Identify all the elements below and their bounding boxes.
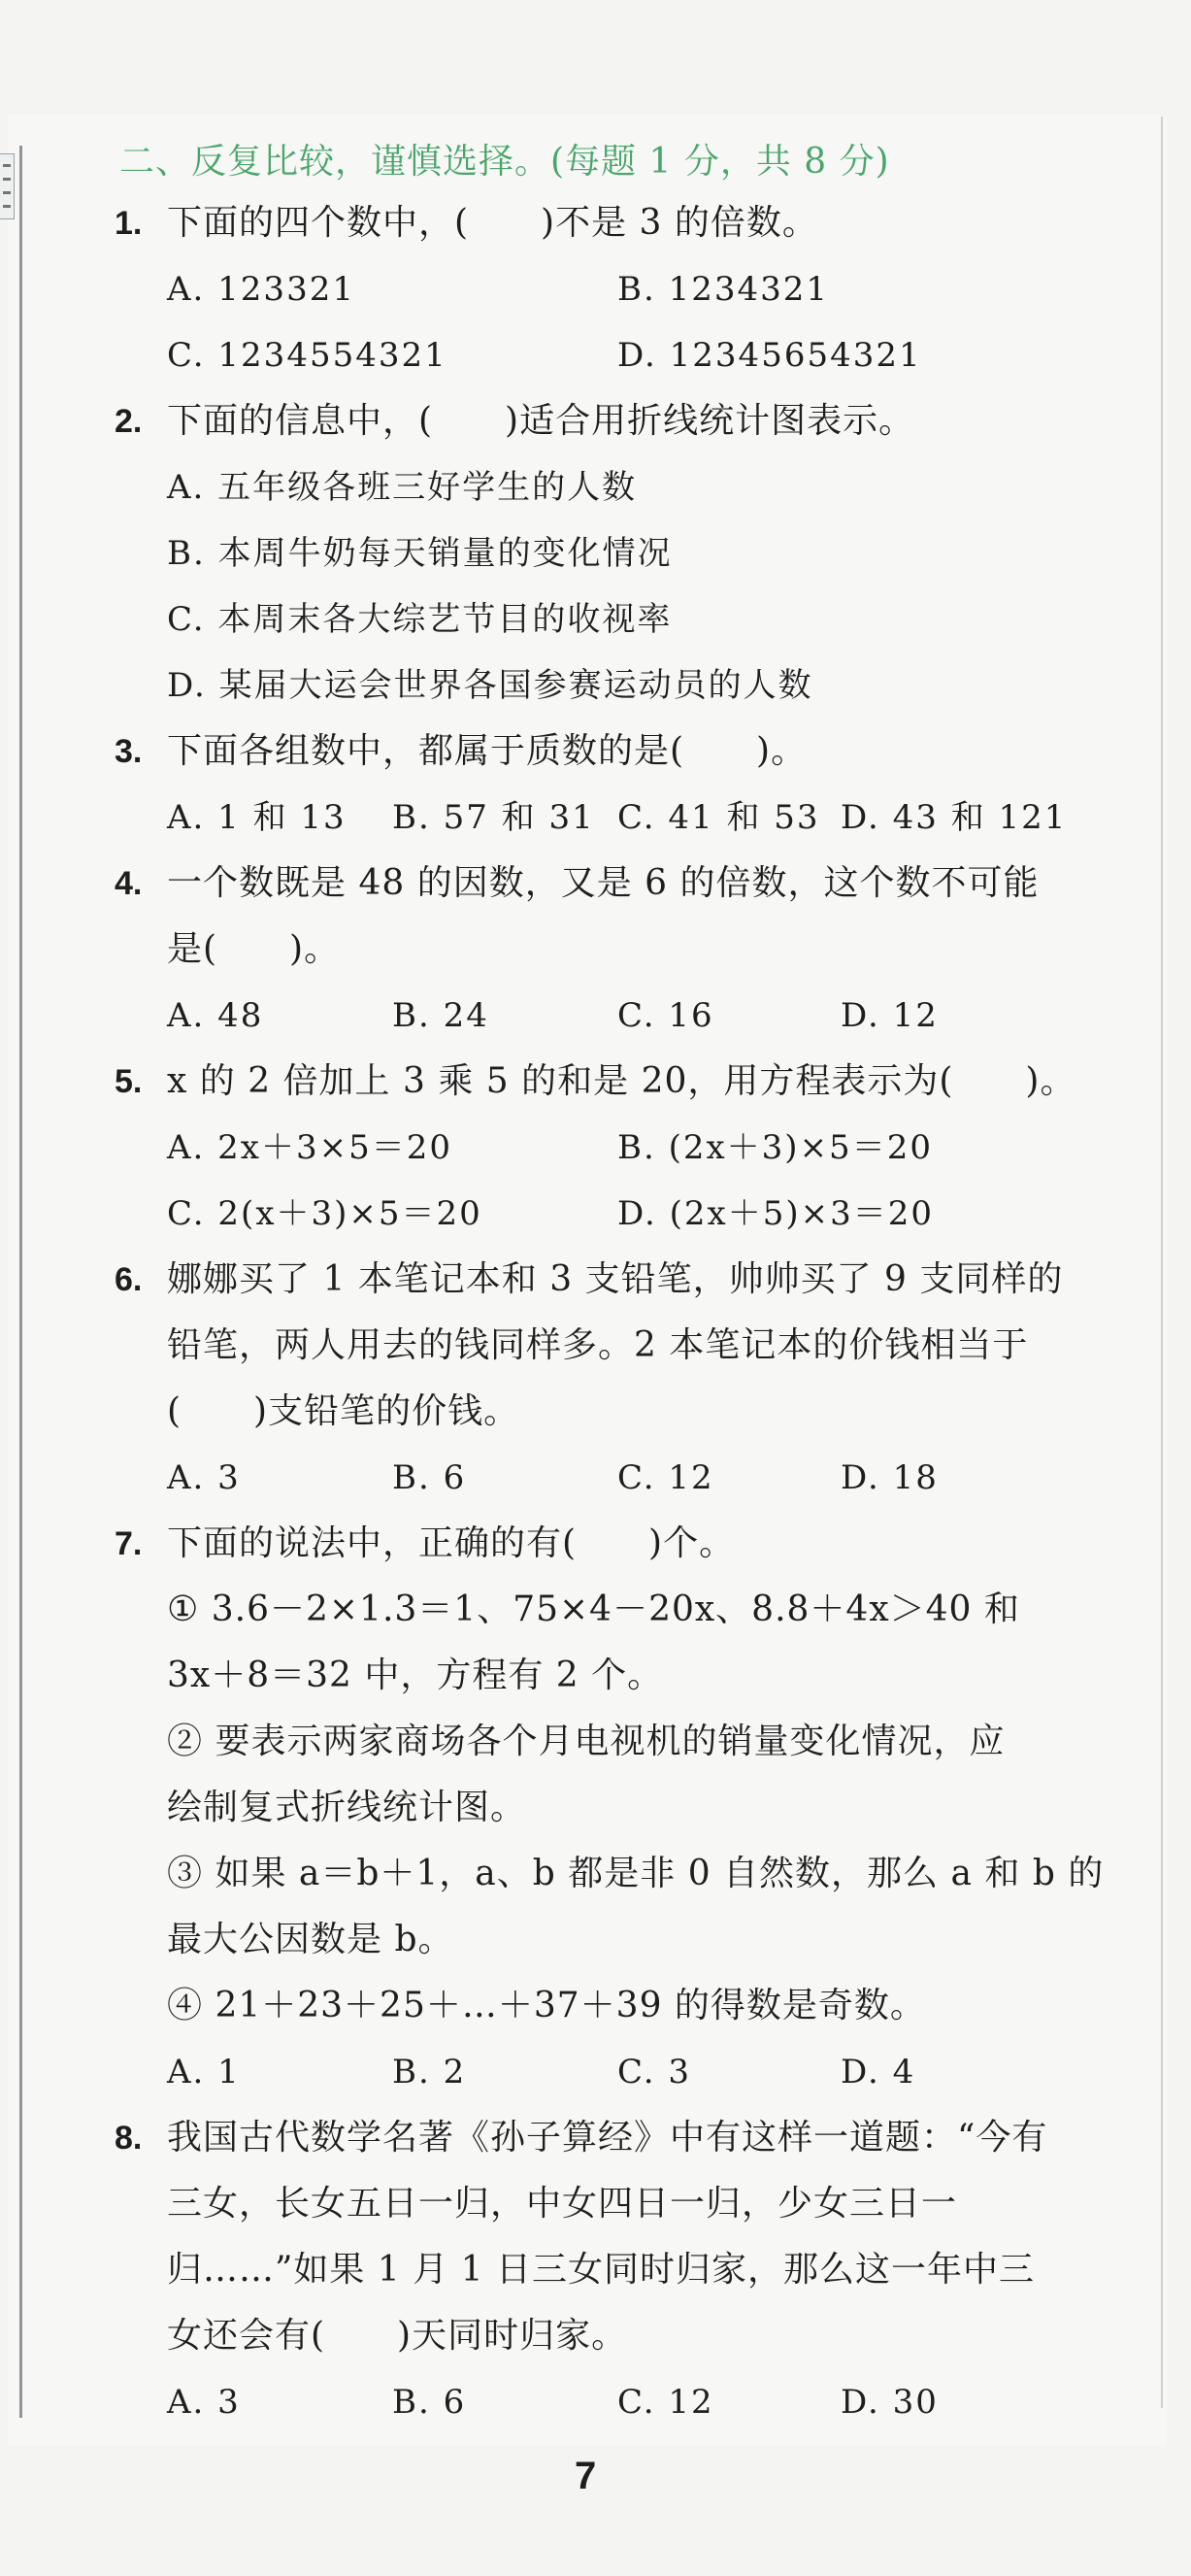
statement-3: ③ 如果 a＝b＋1，a、b 都是非 0 自然数，那么 a 和 b 的 xyxy=(167,1854,1105,1893)
option-b: B. 57 和 31 xyxy=(392,798,595,837)
question-number: 3. xyxy=(115,733,143,770)
option-d: D. 18 xyxy=(841,1458,939,1497)
question-stem: 我国古代数学名著《孙子算经》中有这样一道题：“今有 xyxy=(167,2118,1048,2158)
page-number: 7 xyxy=(575,2455,597,2497)
question-stem: 下面的四个数中，( )不是 3 的倍数。 xyxy=(167,203,818,243)
option-c: C. 2(x＋3)×5＝20 xyxy=(167,1194,482,1233)
option-c: C. 12 xyxy=(617,1458,714,1497)
statement-3-cont: 最大公因数是 b。 xyxy=(167,1920,454,1959)
statement-1-cont: 3x＋8＝32 中，方程有 2 个。 xyxy=(167,1656,664,1695)
option-b: B. 24 xyxy=(392,996,489,1035)
option-c: C. 本周末各大综艺节目的收视率 xyxy=(167,600,673,639)
question-number: 4. xyxy=(115,865,143,902)
question-stem: 下面各组数中，都属于质数的是( )。 xyxy=(167,731,808,771)
option-a: A. 2x＋3×5＝20 xyxy=(167,1128,452,1167)
option-a: A. 48 xyxy=(167,996,264,1035)
option-d: D. 12345654321 xyxy=(617,336,922,375)
option-d: D. 12 xyxy=(841,996,939,1035)
option-b: B. 6 xyxy=(392,1458,467,1497)
option-c: C. 16 xyxy=(617,996,714,1035)
question-number: 8. xyxy=(115,2120,143,2157)
statement-4: ④ 21＋23＋25＋…＋37＋39 的得数是奇数。 xyxy=(167,1986,926,2025)
statement-2: ② 要表示两家商场各个月电视机的销量变化情况，应 xyxy=(167,1722,1006,1761)
question-stem: 一个数既是 48 的因数，又是 6 的倍数，这个数不可能 xyxy=(167,863,1040,903)
question-number: 2. xyxy=(115,403,143,440)
question-stem: 下面的说法中，正确的有( )个。 xyxy=(167,1523,736,1563)
statement-1: ① 3.6－2×1.3＝1、75×4－20x、8.8＋4x＞40 和 xyxy=(167,1589,1020,1629)
question-stem: 女还会有( )天同时归家。 xyxy=(167,2316,628,2356)
option-d: D. 4 xyxy=(841,2053,916,2091)
question-number: 7. xyxy=(115,1525,143,1562)
option-a: A. 123321 xyxy=(167,270,355,309)
right-margin-line xyxy=(1161,117,1163,2408)
question-number: 6. xyxy=(115,1261,143,1298)
option-a: A. 五年级各班三好学生的人数 xyxy=(167,468,638,507)
option-c: C. 1234554321 xyxy=(167,336,447,375)
question-stem: 三女，长女五日一归，中女四日一归，少女三日一 xyxy=(167,2184,958,2224)
option-a: A. 1 xyxy=(167,2053,241,2091)
option-b: B. 1234321 xyxy=(617,270,830,309)
option-d: D. 43 和 121 xyxy=(841,798,1068,837)
section-title: 二、反复比较，谨慎选择。(每题 1 分，共 8 分) xyxy=(119,142,890,182)
question-stem: x 的 2 倍加上 3 乘 5 的和是 20，用方程表示为( )。 xyxy=(167,1061,1076,1101)
option-c: C. 3 xyxy=(617,2053,692,2091)
option-d: D. (2x＋5)×3＝20 xyxy=(617,1194,935,1233)
option-c: C. 41 和 53 xyxy=(617,798,820,837)
binding-margin-line xyxy=(19,146,22,2418)
question-stem: 娜娜买了 1 本笔记本和 3 支铅笔，帅帅买了 9 支同样的 xyxy=(167,1259,1064,1299)
question-number: 1. xyxy=(115,205,143,242)
option-b: B. 本周牛奶每天销量的变化情况 xyxy=(167,534,673,573)
question-stem: ( )支铅笔的价钱。 xyxy=(167,1391,520,1431)
question-stem: 下面的信息中，( )适合用折线统计图表示。 xyxy=(167,401,915,441)
option-d: D. 30 xyxy=(841,2383,939,2422)
statement-2-cont: 绘制复式折线统计图。 xyxy=(167,1788,527,1827)
question-stem: 归……”如果 1 月 1 日三女同时归家，那么这一年中三 xyxy=(167,2250,1035,2290)
option-b: B. 6 xyxy=(392,2383,467,2422)
option-b: B. (2x＋3)×5＝20 xyxy=(617,1128,933,1167)
option-d: D. 某届大运会世界各国参赛运动员的人数 xyxy=(167,666,813,705)
binding-tab-marker xyxy=(0,153,15,219)
option-a: A. 1 和 13 xyxy=(167,798,347,837)
option-a: A. 3 xyxy=(167,2383,241,2422)
question-stem: 铅笔，两人用去的钱同样多。2 本笔记本的价钱相当于 xyxy=(167,1325,1029,1365)
option-a: A. 3 xyxy=(167,1458,241,1497)
option-b: B. 2 xyxy=(392,2053,467,2091)
question-stem: 是( )。 xyxy=(167,929,341,969)
option-c: C. 12 xyxy=(617,2383,714,2422)
question-number: 5. xyxy=(115,1063,143,1100)
